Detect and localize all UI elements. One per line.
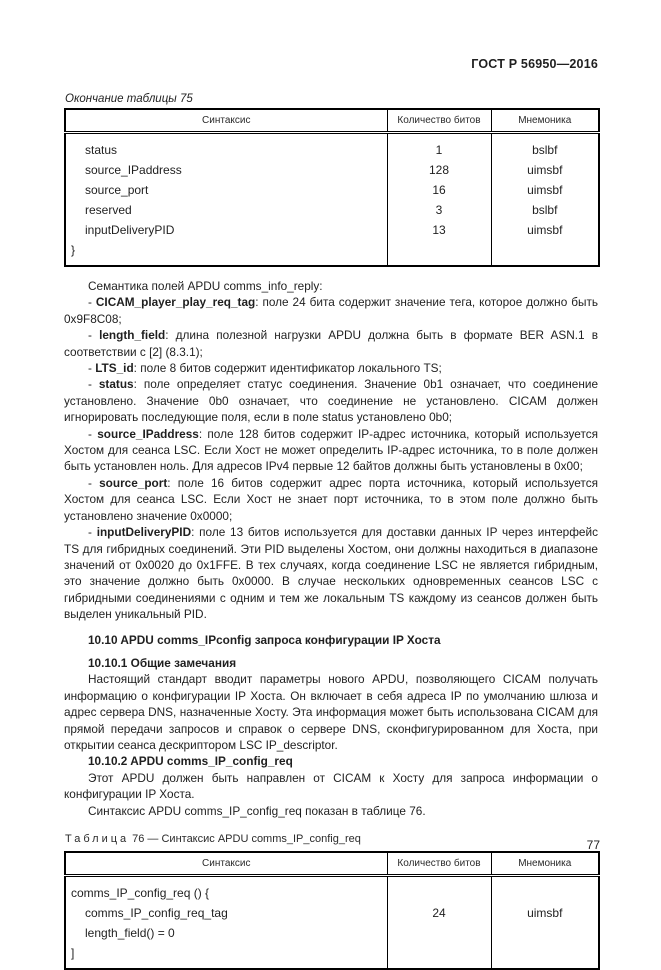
bits-cell: 13 xyxy=(387,220,491,240)
table-row xyxy=(65,903,599,923)
table-row xyxy=(65,943,599,969)
page-number: 77 xyxy=(586,838,600,852)
table-row xyxy=(65,180,599,200)
syntax-cell: source_port xyxy=(85,183,149,197)
table76-caption-label: Таблица xyxy=(65,833,130,845)
dash-marker: - xyxy=(88,295,96,310)
field-definition-inputdeliverypid xyxy=(64,524,598,622)
heading-10-10-2: 10.10.2 APDU comms_IP_config_req xyxy=(88,754,293,769)
field-term: length_field xyxy=(99,328,166,343)
mnemonic-cell: bslbf xyxy=(491,133,599,161)
table-row xyxy=(65,200,599,220)
table-row xyxy=(65,240,599,266)
table76-caption xyxy=(65,833,598,845)
syntax-cell: source_IPaddress xyxy=(85,163,182,177)
table75-header-row xyxy=(65,109,599,133)
para-10-10-1: Настоящий стандарт вводит параметры нового APDU, позволяющего CICAM получать информацию о конфигурации IP Хоста. Он включает в себя адреса IP по умолчанию шлюза и адрес сервера DNS, назначенные Хосту. Эта информация может быть использована CICAM для прямой передачи запросов и справок о сервере DNS, сконфигурированном для Хоста, при открытии сеанса дескриптором LSC IP_descriptor. xyxy=(64,672,598,752)
field-term: inputDeliveryPID xyxy=(96,525,192,540)
dash-marker: - xyxy=(88,328,100,343)
bits-cell: 128 xyxy=(387,160,491,180)
column-header-bits: Количество битов xyxy=(387,852,491,876)
field-definition-lts-id xyxy=(64,360,598,376)
column-header-syntax: Синтаксис xyxy=(65,852,387,876)
table76-caption-text: 76 — Синтаксис APDU comms_IP_config_req xyxy=(132,833,361,845)
bits-cell: 24 xyxy=(387,903,491,923)
bits-cell xyxy=(387,943,491,969)
syntax-cell: } xyxy=(71,243,76,257)
mnemonic-cell xyxy=(491,240,599,266)
column-header-syntax: Синтаксис xyxy=(65,109,387,133)
dash-marker: - xyxy=(88,426,98,441)
dash-marker: - xyxy=(88,475,100,490)
document-number: ГОСТ Р 56950—2016 xyxy=(471,57,598,71)
table75-continuation-caption: Окончание таблицы 75 xyxy=(65,93,193,105)
field-term: LTS_id xyxy=(95,361,134,376)
field-text: : поле определяет статус соединения. Значение 0b1 означает, что соединение установлено. Значение 0b0 означает, что соединение не установлено. CICAM должен игнорировать последующие поля, если в поле status установлено 0b0; xyxy=(64,377,599,425)
field-text: : поле 8 битов содержит идентификатор локального TS; xyxy=(133,361,442,376)
body-text xyxy=(64,278,598,819)
column-header-mnemonic: Мнемоника xyxy=(491,109,599,133)
field-definition-source-port xyxy=(64,475,598,524)
field-term: status xyxy=(98,377,134,392)
bits-cell xyxy=(387,923,491,943)
field-definition-cicam-player-play-req-tag xyxy=(64,294,598,327)
syntax-cell: comms_IP_config_req () { xyxy=(71,886,210,900)
table-row xyxy=(65,133,599,161)
field-text: : поле 128 битов содержит IP-адрес источника, который используется Хостом для сеанса LSC. Если Хост не может определить IP-адрес источника, то в поле должен быть установлен ноль. Для адресов IPv4 первые 12 байтов должны быть установлены в 0x00; xyxy=(64,426,598,474)
table-row xyxy=(65,160,599,180)
para-10-10-2-intro: Этот APDU должен быть направлен от CICAM к Хосту для запроса информации о конфигурации IP Хоста. xyxy=(64,770,598,802)
mnemonic-cell: uimsbf xyxy=(491,220,599,240)
mnemonic-cell xyxy=(491,943,599,969)
bits-cell: 3 xyxy=(387,200,491,220)
mnemonic-cell: uimsbf xyxy=(491,180,599,200)
mnemonic-cell: uimsbf xyxy=(491,160,599,180)
semantics-intro: Семантика полей APDU comms_info_reply: xyxy=(88,279,323,293)
field-text: : поле 24 бита содержит значение тега, которое должно быть 0x9F8C08; xyxy=(64,295,598,326)
syntax-cell: inputDeliveryPID xyxy=(85,223,175,237)
field-text: : поле 13 битов используется для доставки данных IP через интерфейс TS для гибридных соединений. Эти PID выделены Хостом, они должны находиться в диапазоне значений от 0x0020 до 0x1FFE. В тех случаях, когда соединение LSC не является гибридным, это значение должно быть 0x0000. В случае нескольких одновременных сеансов LSC с гибридными соединениями с одним и тем же локальным TS каждому из сеансов должен быть выделен уникальный PID. xyxy=(64,525,598,622)
para-10-10-2-ref: Синтаксис APDU comms_IP_config_req показан в таблице 76. xyxy=(88,803,426,818)
mnemonic-cell: bslbf xyxy=(491,200,599,220)
bits-cell xyxy=(387,876,491,904)
table-row xyxy=(65,876,599,904)
bits-cell xyxy=(387,240,491,266)
field-definition-source-ipaddress xyxy=(64,426,598,475)
field-definition-status xyxy=(64,376,598,425)
table-row xyxy=(65,220,599,240)
dash-marker: - xyxy=(88,361,96,376)
bits-cell: 16 xyxy=(387,180,491,200)
field-text: : длина полезной нагрузки APDU должна быть в формате BER ASN.1 в соответствии с [2] (8.3.1); xyxy=(64,328,598,359)
field-term: CICAM_player_play_req_tag xyxy=(95,295,256,310)
table76-header-row xyxy=(65,852,599,876)
mnemonic-cell: uimsbf xyxy=(491,903,599,923)
field-term: source_port xyxy=(99,475,168,490)
table-row xyxy=(65,923,599,943)
syntax-cell: ] xyxy=(71,946,75,960)
field-term: source_IPaddress xyxy=(97,426,199,441)
field-text: : поле 16 битов содержит адрес порта источника, который используется Хостом для сеанса LSC. Если Хост не знает порт источника, то в этом поле должно быть установлено значение 0x0000; xyxy=(64,475,598,523)
dash-marker: - xyxy=(88,377,99,392)
column-header-bits: Количество битов xyxy=(387,109,491,133)
column-header-mnemonic: Мнемоника xyxy=(491,852,599,876)
syntax-cell: length_field() = 0 xyxy=(85,926,175,940)
table76 xyxy=(64,851,600,970)
mnemonic-cell xyxy=(491,923,599,943)
table75 xyxy=(64,108,600,267)
mnemonic-cell xyxy=(491,876,599,904)
syntax-cell: reserved xyxy=(85,203,132,217)
field-definition-length-field xyxy=(64,327,598,360)
heading-10-10-1: 10.10.1 Общие замечания xyxy=(88,655,237,670)
syntax-cell: comms_IP_config_req_tag xyxy=(85,906,228,920)
syntax-cell: status xyxy=(85,143,118,157)
bits-cell: 1 xyxy=(387,133,491,161)
heading-10-10: 10.10 APDU comms_IPconfig запроса конфигурации IP Хоста xyxy=(88,632,441,647)
dash-marker: - xyxy=(88,525,97,540)
